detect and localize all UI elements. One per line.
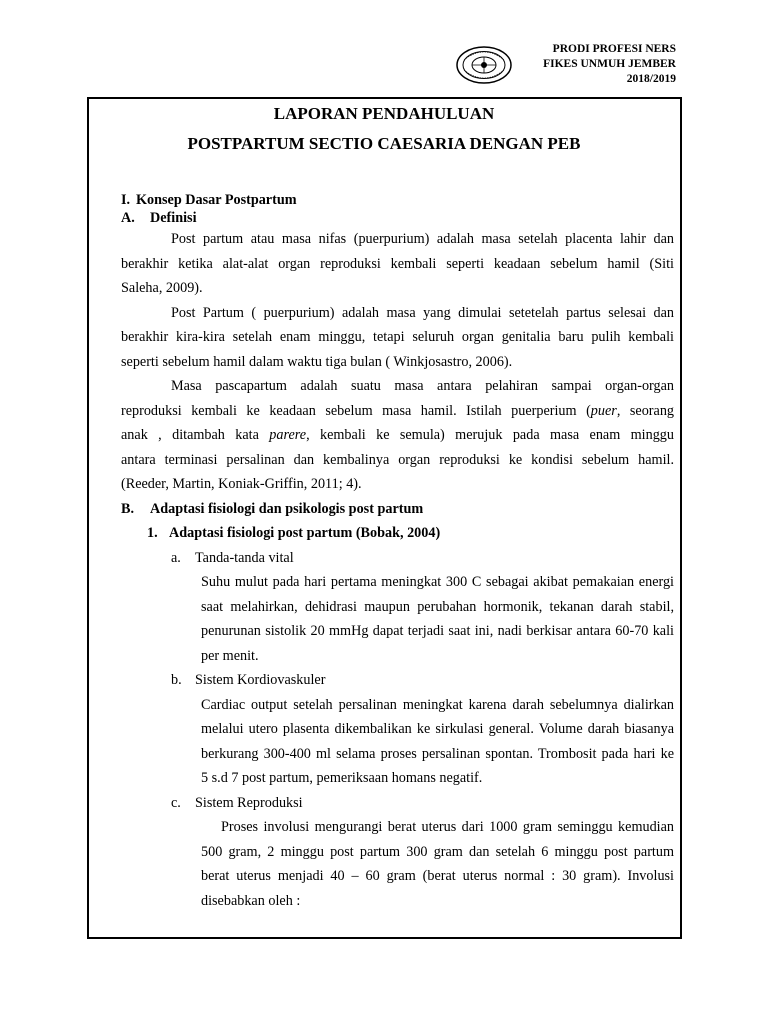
paragraph-line: antara terminasi persalinan dan kembalinya organ reproduksi ke kondisi sebelum hamil. xyxy=(121,451,674,468)
list-item-b-line: berkurang 300-400 ml selama proses persalinan spontan. Trombosit pada hari ke xyxy=(201,745,674,762)
university-seal-icon xyxy=(456,46,512,84)
paragraph-line: seperti sebelum hamil dalam waktu tiga bulan ( Winkjosastro, 2006). xyxy=(121,353,513,370)
paragraph-line: Saleha, 2009). xyxy=(121,280,203,296)
paragraph-line: (Reeder, Martin, Koniak-Griffin, 2011; 4). xyxy=(121,476,362,492)
list-item-c-line: disebabkan oleh : xyxy=(201,892,301,909)
paragraph-line: anak , ditambah kata parere, kembali ke semula) merujuk pada masa enam minggu xyxy=(121,427,674,443)
paragraph-line: berakhir ketika alat-alat organ reproduksi kembali seperti keadaan sebelum hamil (Siti xyxy=(121,255,674,272)
list-item-c-title: c. Sistem Reproduksi xyxy=(171,794,303,811)
document-body xyxy=(121,191,674,913)
paragraph-line: Masa pascapartum adalah suatu masa antara pelahiran sampai organ-organ xyxy=(171,378,674,394)
list-item-b-line: melalui utero plasenta dikembalikan ke sirkulasi general. Volume darah biasanya xyxy=(201,721,674,737)
institution-header xyxy=(543,42,676,87)
list-item-c-line: Proses involusi mengurangi berat uterus dari 1000 gram seminggu kemudian xyxy=(221,819,674,835)
list-item-b-line: 5 s.d 7 post partum, pemeriksaan homans negatif. xyxy=(201,770,483,786)
section-heading-I: I. Konsep Dasar Postpartum xyxy=(121,192,297,208)
section-heading-A: A. Definisi xyxy=(121,210,197,226)
list-item-a-line: per menit. xyxy=(201,647,259,664)
paragraph-line: berakhir kira-kira setelah enam minggu, tetapi seluruh organ genitalia baru pulih kembali xyxy=(121,329,674,345)
document-title: LAPORAN PENDAHULUAN xyxy=(273,104,495,123)
paragraph-line: Post Partum ( puerpurium) adalah masa yang dimulai setetelah partus selesai dan xyxy=(171,304,674,321)
subsection-heading-1: 1. Adaptasi fisiologi post partum (Bobak, 2004) xyxy=(147,525,441,541)
list-item-a-line: penurunan sistolik 20 mmHg dapat terjadi saat ini, nadi berkisar antara 60-70 kali xyxy=(201,623,674,639)
header-line-faculty: FIKES UNMUH JEMBER xyxy=(543,58,676,70)
list-item-b-line: Cardiac output setelah persalinan meningkat karena darah sebelumnya dialirkan xyxy=(201,696,674,713)
header-line-year: 2018/2019 xyxy=(626,73,676,85)
list-item-b-title: b. Sistem Kordiovaskuler xyxy=(171,672,326,688)
list-item-c-line: berat uterus menjadi 40 – 60 gram (berat uterus normal : 30 gram). Involusi xyxy=(201,868,674,884)
section-heading-B: B. Adaptasi fisiologi dan psikologis post partum xyxy=(121,500,424,517)
document-subtitle: POSTPARTUM SECTIO CAESARIA DENGAN PEB xyxy=(187,134,581,153)
list-item-c-line: 500 gram, 2 minggu post partum 300 gram dan setelah 6 minggu post partum xyxy=(201,843,674,860)
list-item-a-line: Suhu mulut pada hari pertama meningkat 300 C sebagai akibat pemakaian energi xyxy=(201,574,674,590)
list-item-a-title: a. Tanda-tanda vital xyxy=(171,549,294,566)
paragraph-line: Post partum atau masa nifas (puerpurium) adalah masa setelah placenta lahir dan xyxy=(171,231,674,247)
list-item-a-line: saat melahirkan, dehidrasi maupun perubahan hormonik, tekanan darah stabil, xyxy=(201,598,674,615)
header-line-program: PRODI PROFESI NERS xyxy=(552,43,676,55)
paragraph-line: reproduksi kembali ke keadaan sebelum masa hamil. Istilah puerperium (puer, seorang xyxy=(121,402,675,419)
